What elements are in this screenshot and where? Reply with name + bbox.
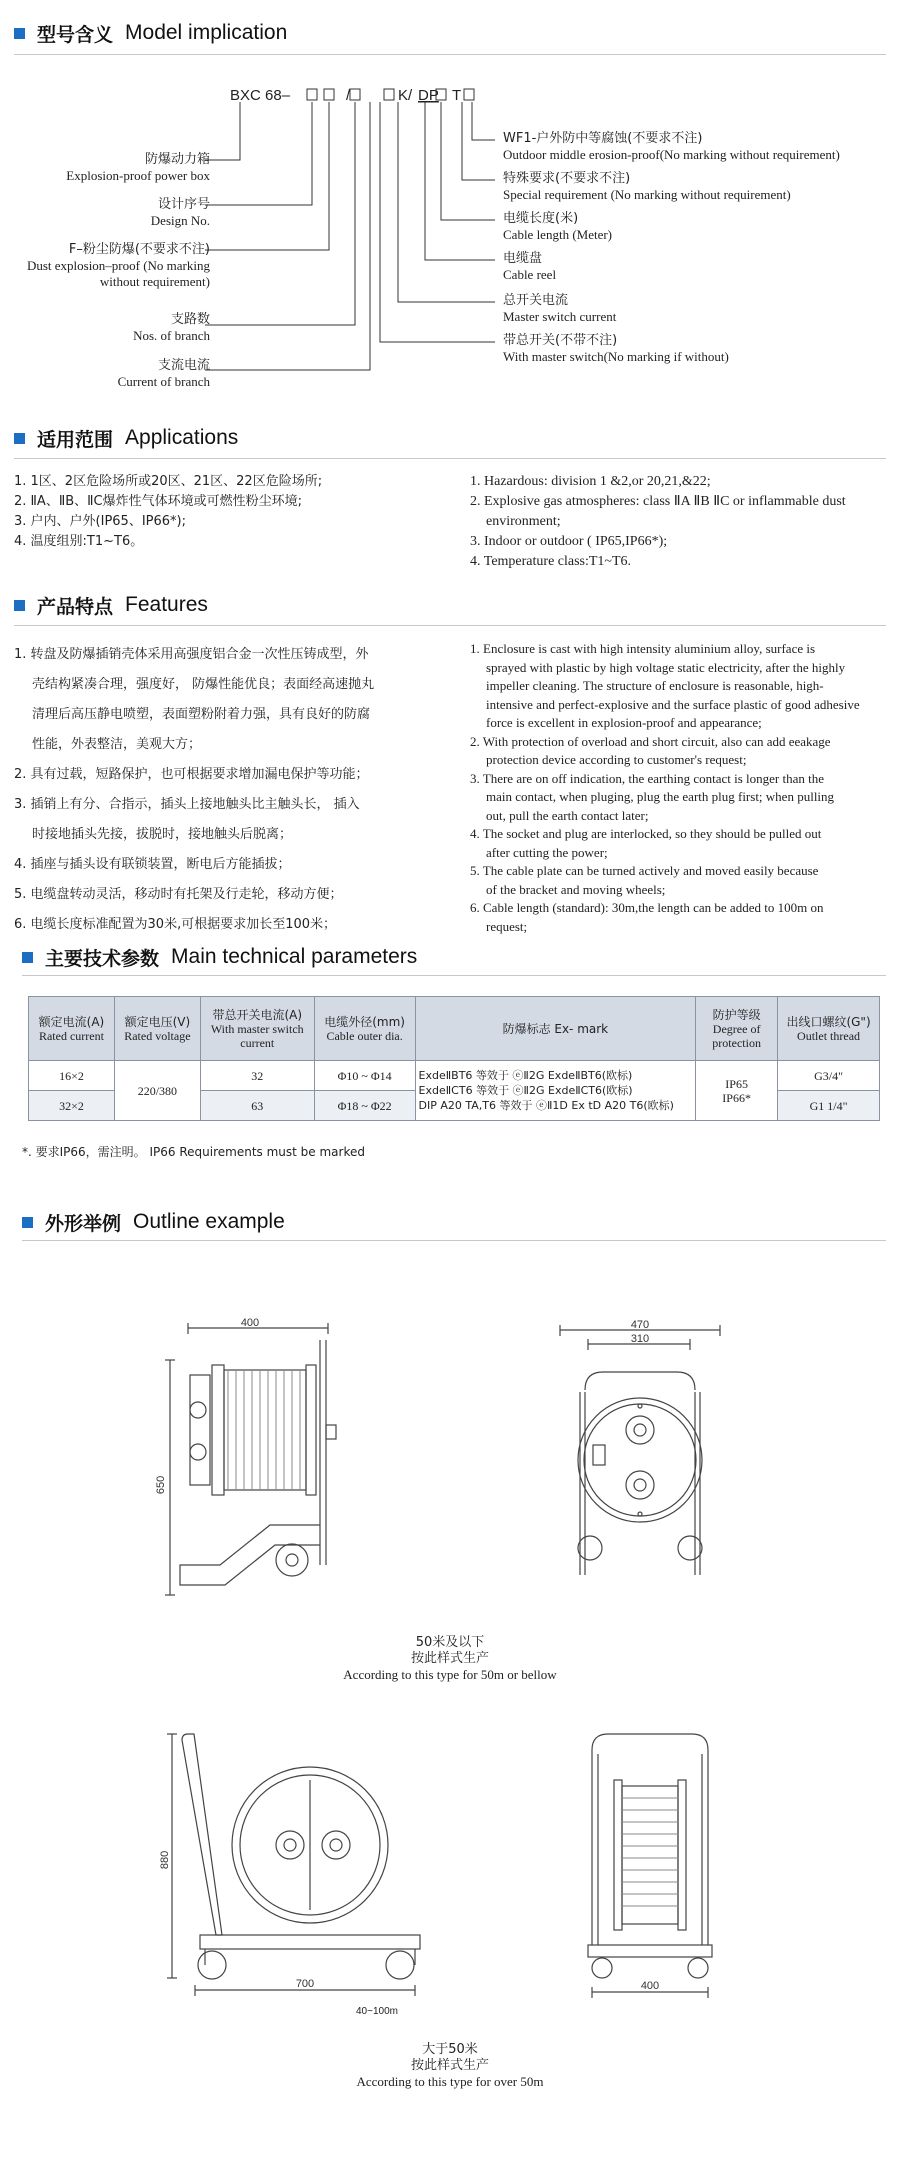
list-item: protection device according to customer's request;	[486, 752, 747, 767]
divider	[14, 458, 886, 459]
dim-width-outer: 470	[630, 1319, 650, 1331]
label-cn: F–粉尘防爆(不要求不注)	[68, 242, 210, 257]
list-item: 4. 插座与插头设有联锁装置，断电后方能插拔；	[14, 857, 291, 872]
label-en: Master switch current	[503, 309, 617, 324]
trolley-front-view-drawing	[160, 1720, 430, 2010]
list-item: 3. 插销上有分、合指示，插头上接地触头比主触头长， 插入	[14, 797, 360, 812]
table-header: 防护等级 Degree of protection	[696, 997, 778, 1061]
features-en	[470, 640, 895, 936]
table-header: 出线口螺纹(G") Outlet thread	[778, 997, 880, 1061]
exmark-line: ExdeⅡBT6 等效于 ⓔⅡ2G ExdeⅡBT6(欧标)	[418, 1069, 633, 1082]
model-label-right	[503, 211, 893, 243]
section-title-en: Applications	[125, 426, 239, 449]
label-en: Design No.	[150, 213, 210, 228]
caption-small-reel	[300, 1635, 600, 1683]
list-item: main contact, when pluging, plug the earth plug first; when pulling	[486, 789, 835, 804]
list-item: of the bracket and moving wheels;	[486, 881, 666, 897]
dim-width-inner: 310	[630, 1333, 650, 1345]
list-item: 2. Explosive gas atmospheres: class ⅡA ⅡB ⅡC or inflammable dust environment;	[470, 494, 846, 529]
cell-voltage: 220/380	[114, 1061, 200, 1121]
list-item: impeller cleaning. The structure of enclosure is reasonable, high-	[486, 678, 824, 693]
section-marker	[22, 952, 33, 963]
reel-side-view-drawing	[155, 1317, 370, 1620]
label-cn: 支流电流	[157, 358, 210, 373]
list-item: sprayed with plastic by high voltage static electricity, after the highly	[486, 659, 846, 675]
caption-line: According to this type for over 50m	[356, 2074, 544, 2089]
list-item: 1. Hazardous: division 1 &2,or 20,21,&22;	[470, 474, 711, 489]
label-en: Special requirement (No marking without requirement)	[503, 187, 791, 202]
divider	[14, 625, 886, 626]
section-title-en: Features	[125, 593, 208, 616]
divider	[22, 1240, 886, 1241]
table-header: 带总开关电流(A) With master switch current	[200, 997, 314, 1061]
parameters-table	[28, 996, 880, 1121]
model-label-left	[0, 312, 210, 344]
model-label-left	[0, 358, 210, 390]
cell-protection	[696, 1061, 778, 1121]
params-note: *. 要求IP66，需注明。 IP66 Requirements must be marked	[22, 1145, 365, 1159]
section-title-en: Main technical parameters	[171, 945, 418, 968]
caption-line: 按此样式生产	[410, 1651, 489, 1666]
list-item: 壳结构紧凑合理，强度好， 防爆性能优良；表面经高速抛丸	[32, 677, 375, 692]
model-label-right	[503, 293, 893, 325]
dim-width: 400	[640, 1980, 660, 1992]
label-cn: 防爆动力箱	[144, 152, 210, 167]
section-marker	[22, 1217, 33, 1228]
section-marker	[14, 600, 25, 611]
model-label-left	[0, 152, 210, 184]
list-item: 3. 户内、户外(IP65、IP66*);	[14, 514, 186, 529]
list-item: 5. 电缆盘转动灵活，移动时有托架及行走轮，移动方便；	[14, 887, 343, 902]
divider	[22, 975, 886, 976]
list-item: 2. 具有过载，短路保护，也可根据要求增加漏电保护等功能；	[14, 767, 369, 782]
list-item: 1. Enclosure is cast with high intensity aluminium alloy, surface is	[470, 641, 816, 656]
list-item: 6. 电缆长度标准配置为30米,可根据要求加长至100米；	[14, 917, 337, 932]
label-cn: 设计序号	[157, 197, 210, 212]
model-label-right	[503, 131, 893, 163]
label-cn: 总开关电流	[503, 293, 569, 308]
model-label-left	[0, 197, 210, 229]
dim-height: 880	[159, 1850, 171, 1870]
caption-line: According to this type for 50m or bellow	[343, 1667, 557, 1682]
caption-line: 按此样式生产	[410, 2058, 489, 2073]
label-en: Nos. of branch	[133, 328, 210, 343]
dim-height: 650	[155, 1475, 167, 1495]
cell-switch: 32	[200, 1061, 314, 1091]
list-item: request;	[486, 918, 528, 934]
label-en: Cable length (Meter)	[503, 227, 613, 242]
cell-current: 32×2	[29, 1091, 115, 1121]
svg-text:K/: K/	[398, 87, 413, 104]
model-code-prefix: BXC 68–	[230, 87, 291, 104]
label-en: Outdoor middle erosion-proof(No marking without requirement)	[503, 147, 840, 162]
list-item: after cutting the power;	[486, 844, 608, 860]
section-title-cn: 产品特点	[37, 595, 114, 618]
section-title-cn: 主要技术参数	[45, 947, 160, 970]
list-item: 2. ⅡA、ⅡB、ⅡC爆炸性气体环境或可燃性粉尘环境;	[14, 494, 302, 509]
label-en: Dust explosion–proof (No marking without requirement)	[26, 258, 210, 289]
list-item: 4. Temperature class:T1~T6.	[470, 554, 632, 569]
section-header-features	[14, 592, 208, 618]
length-range-label: 40~100m	[356, 2006, 398, 2017]
caption-line: 大于50米	[422, 2042, 478, 2057]
divider	[14, 54, 886, 55]
list-item: 3. Indoor or outdoor ( IP65,IP66*);	[470, 534, 668, 549]
caption-large-reel	[300, 2042, 600, 2090]
label-cn: 电缆长度(米)	[503, 211, 579, 226]
label-cn: 支路数	[170, 312, 210, 327]
label-en: Cable reel	[503, 267, 557, 282]
list-item: 1. 转盘及防爆插销壳体采用高强度铝合金一次性压铸成型，外	[14, 647, 369, 662]
trolley-side-view-drawing	[580, 1720, 730, 2010]
section-header-params	[22, 944, 417, 970]
list-item: 3. There are on off indication, the earthing contact is longer than the	[470, 770, 825, 786]
section-title-cn: 型号含义	[37, 23, 114, 46]
section-title-en: Model implication	[125, 21, 288, 44]
model-label-right	[503, 251, 893, 283]
section-title-cn: 外形举例	[45, 1212, 122, 1235]
reel-front-view-drawing	[540, 1320, 740, 1620]
dim-width: 700	[295, 1978, 315, 1990]
cell-thread: G1 1/4"	[778, 1091, 880, 1121]
section-header-outline	[22, 1209, 285, 1235]
label-en: Explosion-proof power box	[66, 168, 210, 183]
dim-width: 400	[240, 1317, 260, 1329]
list-item: 时接地插头先接，拔脱时，接地触头后脱离；	[32, 827, 293, 842]
cell-exmark	[415, 1061, 696, 1121]
list-item: force is excellent in explosion-proof and appearance;	[486, 715, 762, 730]
section-title-en: Outline example	[133, 1210, 285, 1233]
label-en: With master switch(No marking if without)	[503, 349, 729, 364]
label-cn: 电缆盘	[503, 251, 543, 266]
list-item: 2. With protection of overload and short circuit, also can add eeakage	[470, 733, 831, 749]
label-en: Current of branch	[117, 374, 210, 389]
model-label-right	[503, 333, 893, 365]
caption-line: 50米及以下	[415, 1635, 485, 1650]
section-header-model	[14, 20, 287, 46]
list-item: 清理后高压静电喷塑，表面塑粉附着力强，具有良好的防腐	[32, 707, 371, 722]
list-item: 性能，外表整洁，美观大方；	[32, 737, 202, 752]
label-cn: 带总开关(不带不注)	[503, 333, 618, 348]
section-title-cn: 适用范围	[37, 428, 114, 451]
table-row	[29, 1061, 880, 1091]
list-item: 4. The socket and plug are interlocked, so they should be pulled out	[470, 826, 822, 841]
list-item: out, pull the earth contact later;	[486, 807, 649, 823]
model-label-left	[0, 242, 210, 290]
model-label-right	[503, 171, 893, 203]
cell-switch: 63	[200, 1091, 314, 1121]
list-item: 5. The cable plate can be turned actively and moved easily because	[470, 863, 819, 878]
svg-text:DP: DP	[418, 87, 439, 104]
table-header: 额定电压(V) Rated voltage	[114, 997, 200, 1061]
exmark-line: ExdeⅡCT6 等效于 ⓔⅡ2G ExdeⅡCT6(欧标)	[418, 1084, 633, 1097]
features-cn	[14, 640, 464, 940]
protection-line: IP66*	[722, 1090, 751, 1105]
section-marker	[14, 433, 25, 444]
cell-dia: Φ18 ~ Φ22	[314, 1091, 415, 1121]
exmark-line: DIP A20 TA,T6 等效于 ⓔⅡ1D Ex tD A20 T6(欧标)	[418, 1099, 674, 1112]
list-item: intensive and perfect-explosive and the surface plastic of good adhesive	[486, 696, 860, 712]
list-item: 4. 温度组别:T1~T6。	[14, 534, 144, 549]
svg-text:T: T	[452, 87, 462, 104]
list-item: 1. 1区、2区危险场所或20区、21区、22区危险场所;	[14, 474, 323, 489]
cell-thread: G3/4"	[778, 1061, 880, 1091]
label-cn: 特殊要求(不要求不注)	[503, 171, 631, 186]
list-item: 6. Cable length (standard): 30m,the length can be added to 100m on	[470, 900, 824, 915]
section-header-applications	[14, 425, 238, 451]
protection-line: IP65	[725, 1076, 748, 1091]
table-header: 防爆标志 Ex- mark	[415, 997, 696, 1061]
svg-text:/: /	[346, 87, 351, 104]
cell-current: 16×2	[29, 1061, 115, 1091]
section-marker	[14, 28, 25, 39]
table-header: 电缆外径(mm) Cable outer dia.	[314, 997, 415, 1061]
label-cn: WF1-户外防中等腐蚀(不要求不注)	[503, 131, 703, 146]
applications-cn	[14, 472, 454, 552]
table-header-row	[29, 997, 880, 1061]
applications-en	[470, 472, 890, 572]
cell-dia: Φ10 ~ Φ14	[314, 1061, 415, 1091]
table-header: 额定电流(A) Rated current	[29, 997, 115, 1061]
